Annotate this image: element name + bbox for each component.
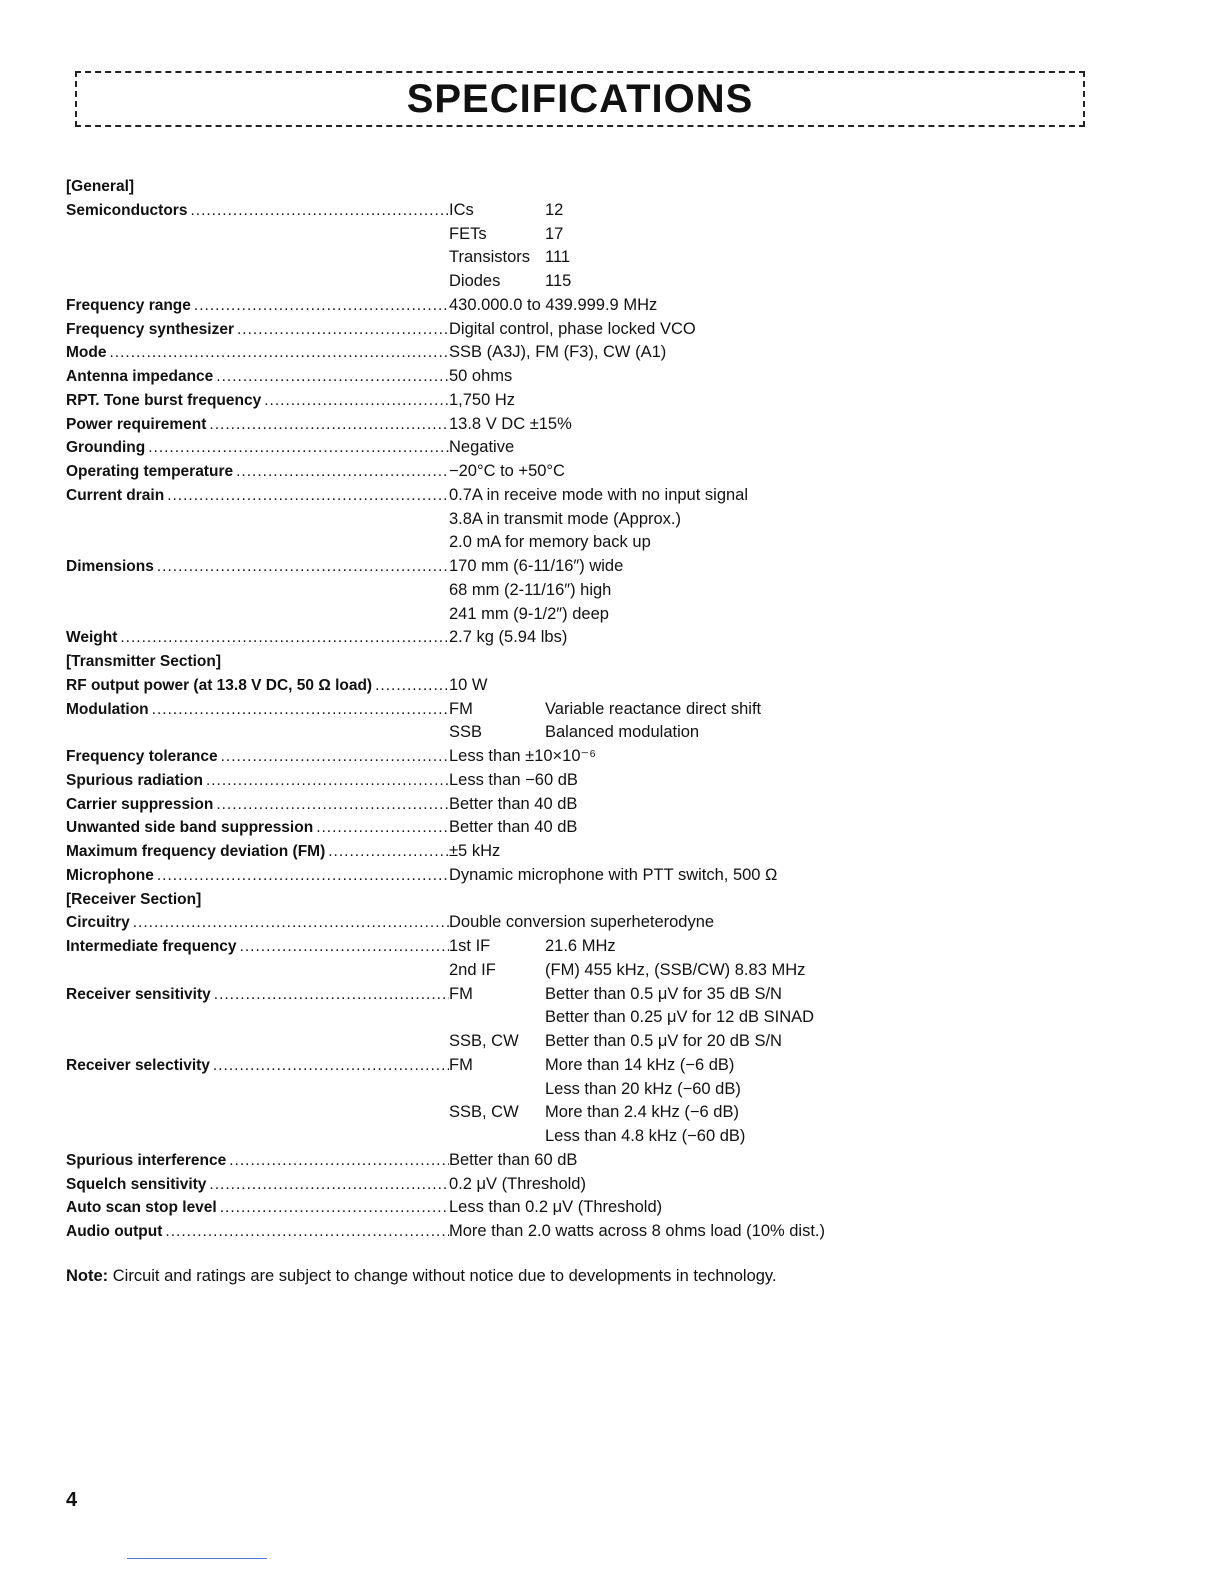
- spec-subvalue: 12: [545, 200, 564, 219]
- spec-label: [66, 935, 449, 959]
- spec-label: [66, 365, 449, 389]
- spec-label: [66, 983, 449, 1007]
- spec-label: [66, 721, 449, 745]
- spec-row: [66, 365, 1166, 389]
- spec-row: [66, 793, 1166, 817]
- section-heading: [66, 650, 1166, 674]
- spec-row: [66, 1054, 1166, 1078]
- spec-label: [66, 484, 449, 508]
- footer-line: [127, 1558, 267, 1559]
- spec-label-text: Operating temperature: [66, 463, 234, 480]
- note-text: Circuit and ratings are subject to change without notice due to developments in technology.: [112, 1267, 777, 1285]
- spec-subvalue: Better than 0.5 μV for 35 dB S/N: [545, 984, 782, 1003]
- section-heading: [66, 888, 1166, 912]
- title-box: [75, 71, 1085, 127]
- spec-label-text: Carrier suppression: [66, 795, 214, 813]
- spec-label-text: Intermediate frequency: [66, 938, 237, 955]
- section-heading-text: [Receiver Section]: [66, 890, 202, 908]
- spec-value: 10 W: [449, 675, 488, 694]
- spec-label: [66, 579, 449, 603]
- spec-subitem: [449, 1006, 545, 1030]
- spec-subitem: FM: [449, 984, 473, 1003]
- spec-label: [66, 199, 449, 223]
- spec-label: [66, 698, 449, 722]
- spec-row: [66, 603, 1166, 627]
- spec-label: [66, 1101, 449, 1125]
- spec-subitem: ICs: [449, 200, 474, 219]
- spec-label: [66, 840, 449, 864]
- spec-label-text: Frequency range: [66, 296, 191, 314]
- spec-value: Better than 40 dB: [449, 794, 578, 813]
- spec-subvalue: 111: [545, 248, 571, 267]
- spec-row: [66, 555, 1166, 579]
- spec-label: [66, 1149, 449, 1173]
- dot-leader: [109, 341, 449, 365]
- spec-label: [66, 1125, 449, 1149]
- spec-value: 2.0 mA for memory back up: [449, 533, 651, 552]
- spec-label-text: Audio output: [66, 1223, 163, 1240]
- spec-subvalue: More than 14 kHz (−6 dB): [545, 1055, 735, 1074]
- spec-label-text: Circuitry: [66, 914, 130, 932]
- spec-value: More than 2.0 watts across 8 ohms load (10% dist.): [449, 1222, 826, 1240]
- spec-label-text: RF output power (at 13.8 V DC, 50 Ω load): [66, 676, 373, 694]
- spec-subitem: SSB: [449, 723, 483, 742]
- spec-row: [66, 911, 1166, 935]
- spec-row: [66, 1220, 1166, 1244]
- page-title: SPECIFICATIONS: [406, 77, 754, 121]
- dot-leader: [214, 983, 449, 1007]
- spec-row: [66, 318, 1166, 342]
- spec-row: [66, 508, 1166, 532]
- spec-value: Dynamic microphone with PTT switch, 500 Ω: [449, 865, 778, 884]
- dot-leader: [157, 555, 449, 579]
- page-number: 4: [66, 1489, 78, 1511]
- spec-subitem: Transistors: [449, 248, 530, 267]
- spec-row: [66, 816, 1166, 840]
- spec-subitem: Diodes: [449, 272, 501, 290]
- spec-label: [66, 460, 449, 484]
- spec-value: 0.7A in receive mode with no input signal: [449, 485, 749, 504]
- spec-label: [66, 389, 449, 413]
- spec-row: [66, 413, 1166, 437]
- spec-label-text: Squelch sensitivity: [66, 1175, 207, 1193]
- spec-row: [66, 698, 1166, 722]
- dot-leader: [240, 935, 449, 959]
- spec-subvalue: Better than 0.25 μV for 12 dB SINAD: [545, 1008, 815, 1027]
- spec-label: [66, 531, 449, 555]
- spec-label: [66, 911, 449, 935]
- spec-label: [66, 1220, 449, 1244]
- spec-value: Double conversion superheterodyne: [449, 913, 715, 932]
- spec-row: [66, 983, 1166, 1007]
- spec-subitem: SSB, CW: [449, 1032, 519, 1050]
- spec-row: [66, 721, 1166, 745]
- spec-subitem: 2nd IF: [449, 960, 496, 979]
- spec-row: [66, 935, 1166, 959]
- dot-leader: [190, 199, 449, 223]
- dot-leader: [209, 1173, 449, 1197]
- spec-row: [66, 460, 1166, 484]
- spec-label-text: Modulation: [66, 700, 149, 718]
- spec-subvalue: 21.6 MHz: [545, 937, 616, 955]
- spec-value: 0.2 μV (Threshold): [449, 1174, 586, 1193]
- spec-value: Negative: [449, 438, 515, 457]
- spec-subitem: FETs: [449, 224, 487, 243]
- spec-value: −20°C to +50°C: [449, 462, 565, 480]
- spec-label: [66, 1006, 449, 1030]
- spec-label: [66, 294, 449, 318]
- dot-leader: [221, 745, 449, 769]
- spec-value: Better than 60 dB: [449, 1150, 578, 1169]
- spec-row: [66, 1078, 1166, 1102]
- spec-subitem: [449, 1078, 545, 1102]
- spec-label: [66, 1030, 449, 1054]
- spec-label-text: Mode: [66, 344, 107, 362]
- dot-leader: [194, 294, 449, 318]
- spec-subvalue: 115: [545, 272, 572, 290]
- spec-row: [66, 959, 1166, 983]
- spec-label: [66, 626, 449, 650]
- spec-row: [66, 436, 1166, 460]
- spec-value: 1,750 Hz: [449, 390, 516, 409]
- spec-row: [66, 270, 1166, 294]
- spec-row: [66, 389, 1166, 413]
- dot-leader: [236, 460, 449, 484]
- spec-value: Less than ±10×10⁻⁶: [449, 747, 597, 765]
- spec-subitem: [449, 1125, 545, 1149]
- spec-label: [66, 436, 449, 460]
- dot-leader: [152, 698, 449, 722]
- spec-value: 50 ohms: [449, 367, 513, 385]
- spec-subvalue: 17: [545, 224, 564, 243]
- spec-row: [66, 769, 1166, 793]
- spec-subvalue: Variable reactance direct shift: [545, 699, 762, 718]
- dot-leader: [133, 911, 449, 935]
- spec-label: [66, 270, 449, 294]
- dot-leader: [216, 365, 449, 389]
- spec-label: [66, 1054, 449, 1078]
- spec-value: Digital control, phase locked VCO: [449, 319, 696, 338]
- spec-row: [66, 1125, 1166, 1149]
- spec-label-text: Grounding: [66, 439, 146, 457]
- spec-subitem: FM: [449, 1055, 473, 1074]
- spec-label-text: Receiver sensitivity: [66, 985, 211, 1003]
- spec-label-text: Current drain: [66, 486, 165, 504]
- spec-label: [66, 1078, 449, 1102]
- spec-row: [66, 1173, 1166, 1197]
- spec-row: [66, 745, 1166, 769]
- spec-value: 170 mm (6-11/16″) wide: [449, 557, 624, 575]
- specifications-list: [66, 175, 1166, 1244]
- spec-row: [66, 1101, 1166, 1125]
- spec-subvalue: More than 2.4 kHz (−6 dB): [545, 1103, 739, 1122]
- spec-label: [66, 745, 449, 769]
- spec-subvalue: Less than 20 kHz (−60 dB): [545, 1079, 741, 1098]
- spec-subvalue: (FM) 455 kHz, (SSB/CW) 8.83 MHz: [545, 960, 806, 979]
- spec-row: [66, 864, 1166, 888]
- spec-row: [66, 1196, 1166, 1220]
- spec-label-text: Weight: [66, 629, 118, 647]
- spec-label: [66, 341, 449, 365]
- dot-leader: [206, 769, 449, 793]
- spec-row: [66, 199, 1166, 223]
- spec-row: [66, 1149, 1166, 1173]
- dot-leader: [209, 413, 449, 437]
- spec-label-text: Unwanted side band suppression: [66, 819, 314, 837]
- dot-leader: [328, 840, 449, 864]
- dot-leader: [229, 1149, 449, 1173]
- spec-label: [66, 793, 449, 817]
- spec-label: [66, 674, 449, 698]
- spec-label-text: Antenna impedance: [66, 368, 214, 385]
- spec-row: [66, 626, 1166, 650]
- spec-row: [66, 294, 1166, 318]
- spec-label-text: Frequency tolerance: [66, 748, 218, 765]
- spec-label: [66, 223, 449, 247]
- dot-leader: [148, 436, 449, 460]
- dot-leader: [165, 1220, 449, 1244]
- dot-leader: [216, 793, 449, 817]
- spec-value: 2.7 kg (5.94 lbs): [449, 628, 568, 647]
- spec-label-text: Dimensions: [66, 558, 154, 575]
- spec-value: SSB (A3J), FM (F3), CW (A1): [449, 343, 667, 362]
- dot-leader: [167, 484, 449, 508]
- spec-label: [66, 816, 449, 840]
- spec-label-text: Spurious interference: [66, 1151, 227, 1169]
- section-heading-text: [General]: [66, 178, 135, 195]
- spec-row: [66, 484, 1166, 508]
- spec-label-text: Frequency synthesizer: [66, 320, 234, 338]
- spec-subvalue: Less than 4.8 kHz (−60 dB): [545, 1127, 746, 1145]
- spec-subitem: FM: [449, 699, 473, 718]
- spec-row: [66, 1006, 1166, 1030]
- spec-label: [66, 769, 449, 793]
- spec-row: [66, 341, 1166, 365]
- spec-subitem: SSB, CW: [449, 1103, 519, 1122]
- note: [66, 1267, 777, 1286]
- spec-value: Less than −60 dB: [449, 770, 578, 789]
- spec-label: [66, 1196, 449, 1220]
- spec-row: [66, 223, 1166, 247]
- spec-label: [66, 864, 449, 888]
- spec-label-text: Semiconductors: [66, 201, 188, 219]
- dot-leader: [220, 1196, 449, 1220]
- spec-subvalue: Better than 0.5 μV for 20 dB S/N: [545, 1032, 782, 1050]
- spec-row: [66, 531, 1166, 555]
- spec-label-text: Maximum frequency deviation (FM): [66, 843, 326, 860]
- dot-leader: [264, 389, 449, 413]
- spec-label-text: Spurious radiation: [66, 771, 203, 789]
- dot-leader: [237, 318, 449, 342]
- spec-row: [66, 674, 1166, 698]
- spec-value: Less than 0.2 μV (Threshold): [449, 1198, 663, 1217]
- spec-subvalue: Balanced modulation: [545, 723, 700, 742]
- spec-label-text: Receiver selectivity: [66, 1056, 210, 1074]
- dot-leader: [213, 1054, 449, 1078]
- spec-label: [66, 959, 449, 983]
- section-heading-text: [Transmitter Section]: [66, 653, 222, 670]
- section-heading: [66, 175, 1166, 199]
- spec-label: [66, 318, 449, 342]
- spec-value: 68 mm (2-11/16″) high: [449, 580, 612, 599]
- dot-leader: [120, 626, 449, 650]
- note-label: Note:: [66, 1267, 109, 1285]
- spec-value: 13.8 V DC ±15%: [449, 414, 572, 433]
- spec-label-text: RPT. Tone burst frequency: [66, 391, 262, 409]
- spec-value: ±5 kHz: [449, 842, 501, 860]
- spec-value: Better than 40 dB: [449, 818, 578, 837]
- spec-value: 241 mm (9-1/2″) deep: [449, 604, 609, 623]
- spec-row: [66, 840, 1166, 864]
- spec-row: [66, 579, 1166, 603]
- dot-leader: [316, 816, 449, 840]
- spec-label: [66, 555, 449, 579]
- spec-label: [66, 1173, 449, 1197]
- spec-row: [66, 246, 1166, 270]
- spec-label: [66, 413, 449, 437]
- spec-value: 430.000.0 to 439.999.9 MHz: [449, 295, 658, 314]
- dot-leader: [157, 864, 449, 888]
- spec-label-text: Power requirement: [66, 415, 207, 433]
- spec-subitem: 1st IF: [449, 937, 491, 955]
- spec-label: [66, 508, 449, 532]
- spec-value: 3.8A in transmit mode (Approx.): [449, 509, 682, 528]
- spec-label: [66, 246, 449, 270]
- spec-label: [66, 603, 449, 627]
- dot-leader: [375, 674, 449, 698]
- spec-label-text: Microphone: [66, 866, 154, 884]
- spec-label-text: Auto scan stop level: [66, 1199, 217, 1217]
- spec-row: [66, 1030, 1166, 1054]
